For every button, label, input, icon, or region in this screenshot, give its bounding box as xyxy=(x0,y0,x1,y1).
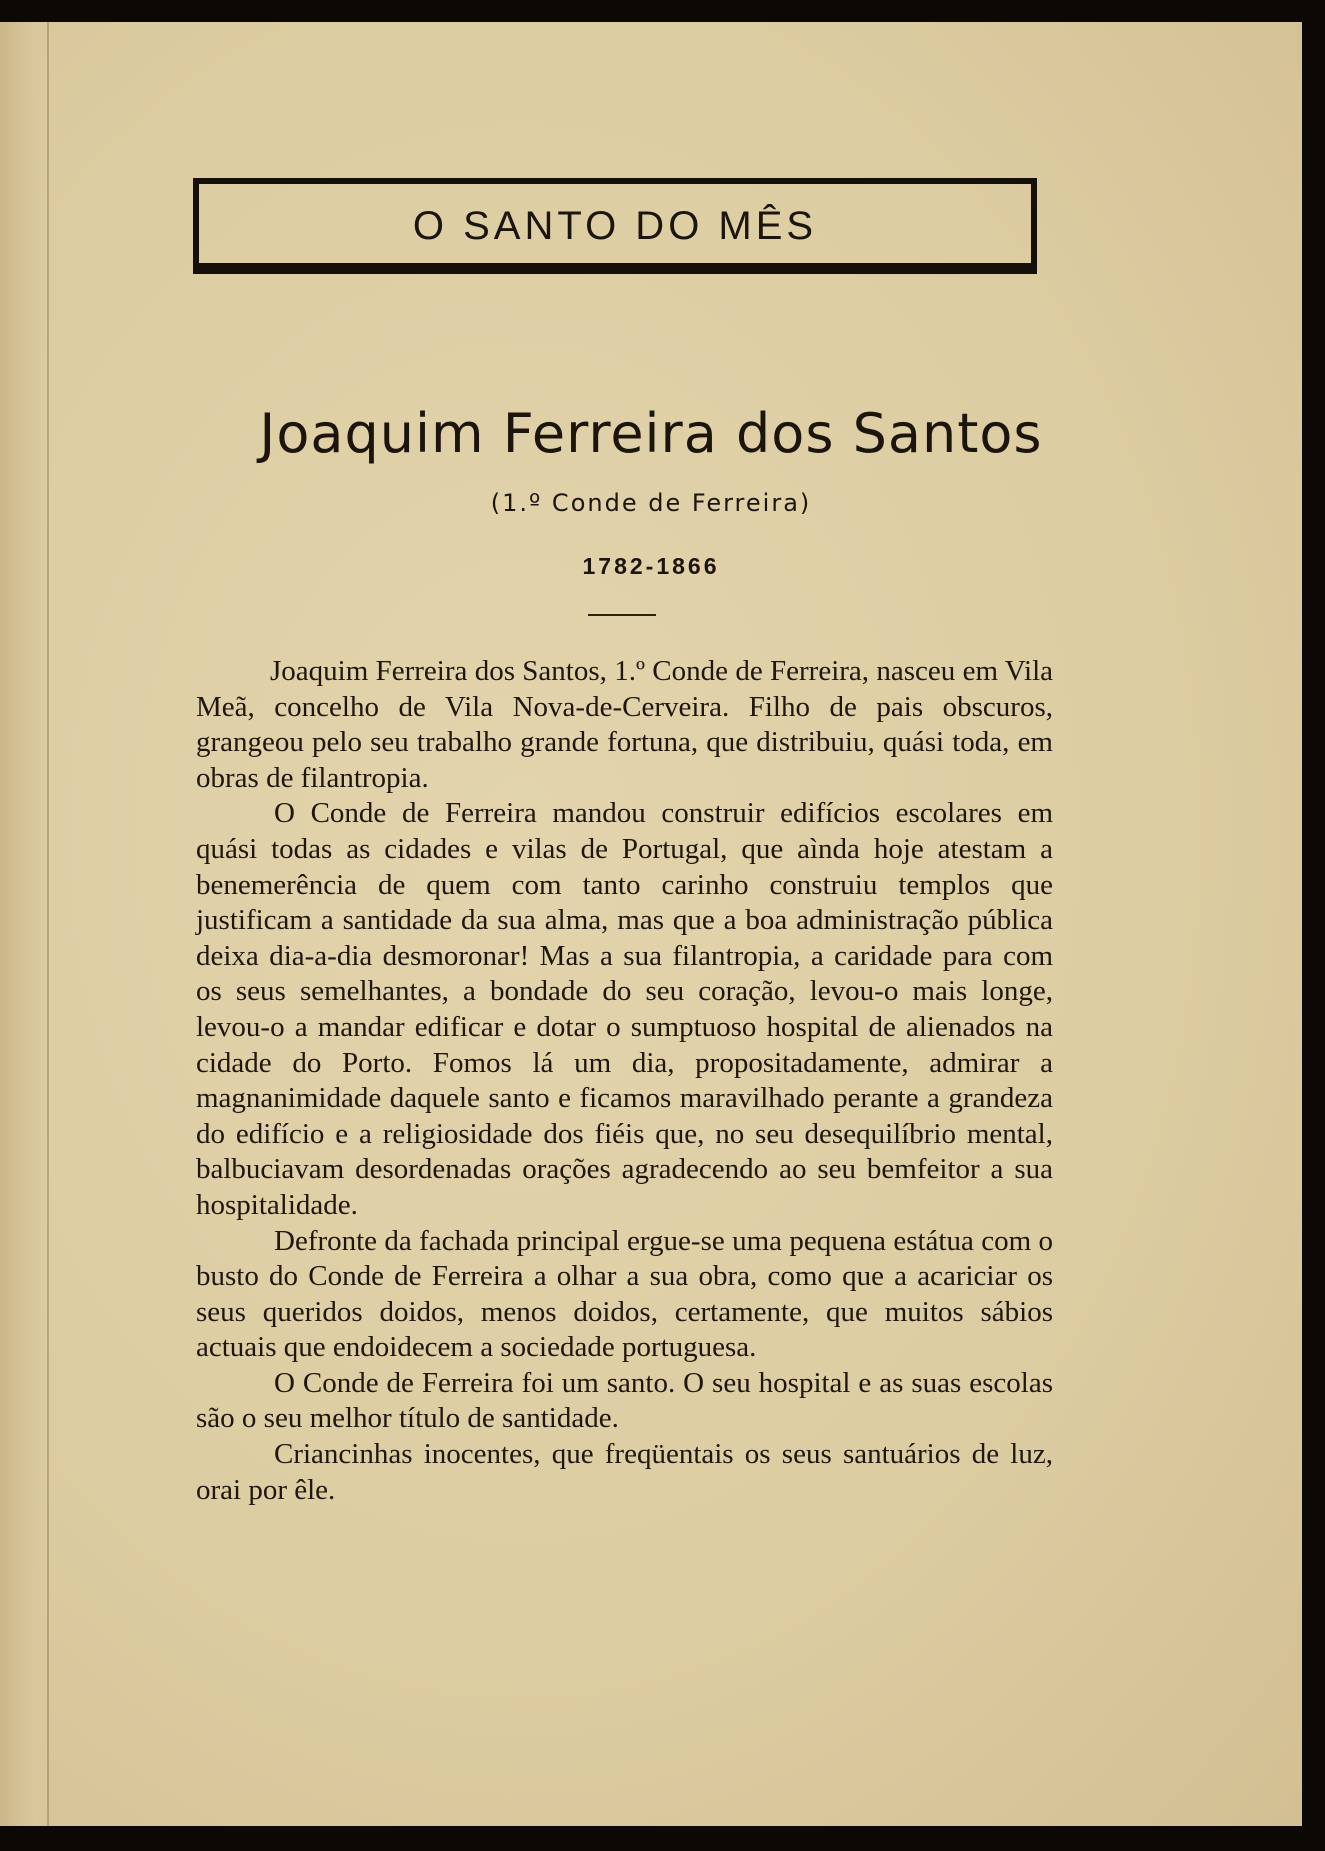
paragraph: Defronte da fachada principal ergue-se uma pequena estátua com o busto do Conde de Ferreira a olhar a sua obra, como que a acariciar os seus queridos doidos, menos doidos, certamente, que muitos sábios actuais que endoidecem a sociedade portuguesa. xyxy=(196,1224,1053,1364)
paragraph: O Conde de Ferreira mandou construir edifícios escolares em quási todas as cidades e vilas de Portugal, que aìnda hoje atestam a benemerência de quem com tanto carinho construiu templos que justificam a santidade da sua alma, mas que a boa administração pública deixa dia-a-dia desmoronar! Mas a sua filantropia, a caridade para com os seus semelhantes, a bondade do seu coração, levou-o mais longe, levou-o a mandar edificar e dotar o sumptuoso hospital de alienados na cidade do Porto. Fomos lá um dia, propositadamente, admirar a magnanimidade daquele santo e ficamos maravilhado perante a grandeza do edifício e a religiosidade dos fiéis que, no seu desequilíbrio mental, balbuciavam desordenadas orações agradecendo ao seu bemfeitor a sua hospitalidade. xyxy=(196,797,1053,1221)
section-header-box xyxy=(193,178,1037,274)
article-years: 1782-1866 xyxy=(582,553,720,579)
divider-rule xyxy=(588,614,656,616)
page-fold-shadow xyxy=(0,22,50,1826)
paragraph: Criancinhas inocentes, que freqüentais os seus santuários de luz, orai por êle. xyxy=(196,1438,1053,1506)
article-subtitle: (1.º Conde de Ferreira) xyxy=(490,489,812,517)
page-fold-line xyxy=(47,22,49,1826)
paragraph: Joaquim Ferreira dos Santos, 1.º Conde de Ferreira, nasceu em Vila Meã, concelho de Vila Nova-de-Cerveira. Filho de pais obscuros, grangeou pelo seu trabalho grande fortuna, que distribuiu, quási toda, em obras de filantropia. xyxy=(196,655,1053,794)
article-title: Joaquim Ferreira dos Santos xyxy=(259,402,1043,465)
section-title: O SANTO DO MÊS xyxy=(412,204,818,248)
paragraph: O Conde de Ferreira foi um santo. O seu hospital e as suas escolas são o seu melhor título de santidade. xyxy=(196,1366,1053,1435)
page xyxy=(0,22,1302,1826)
article-body xyxy=(196,654,1053,1508)
